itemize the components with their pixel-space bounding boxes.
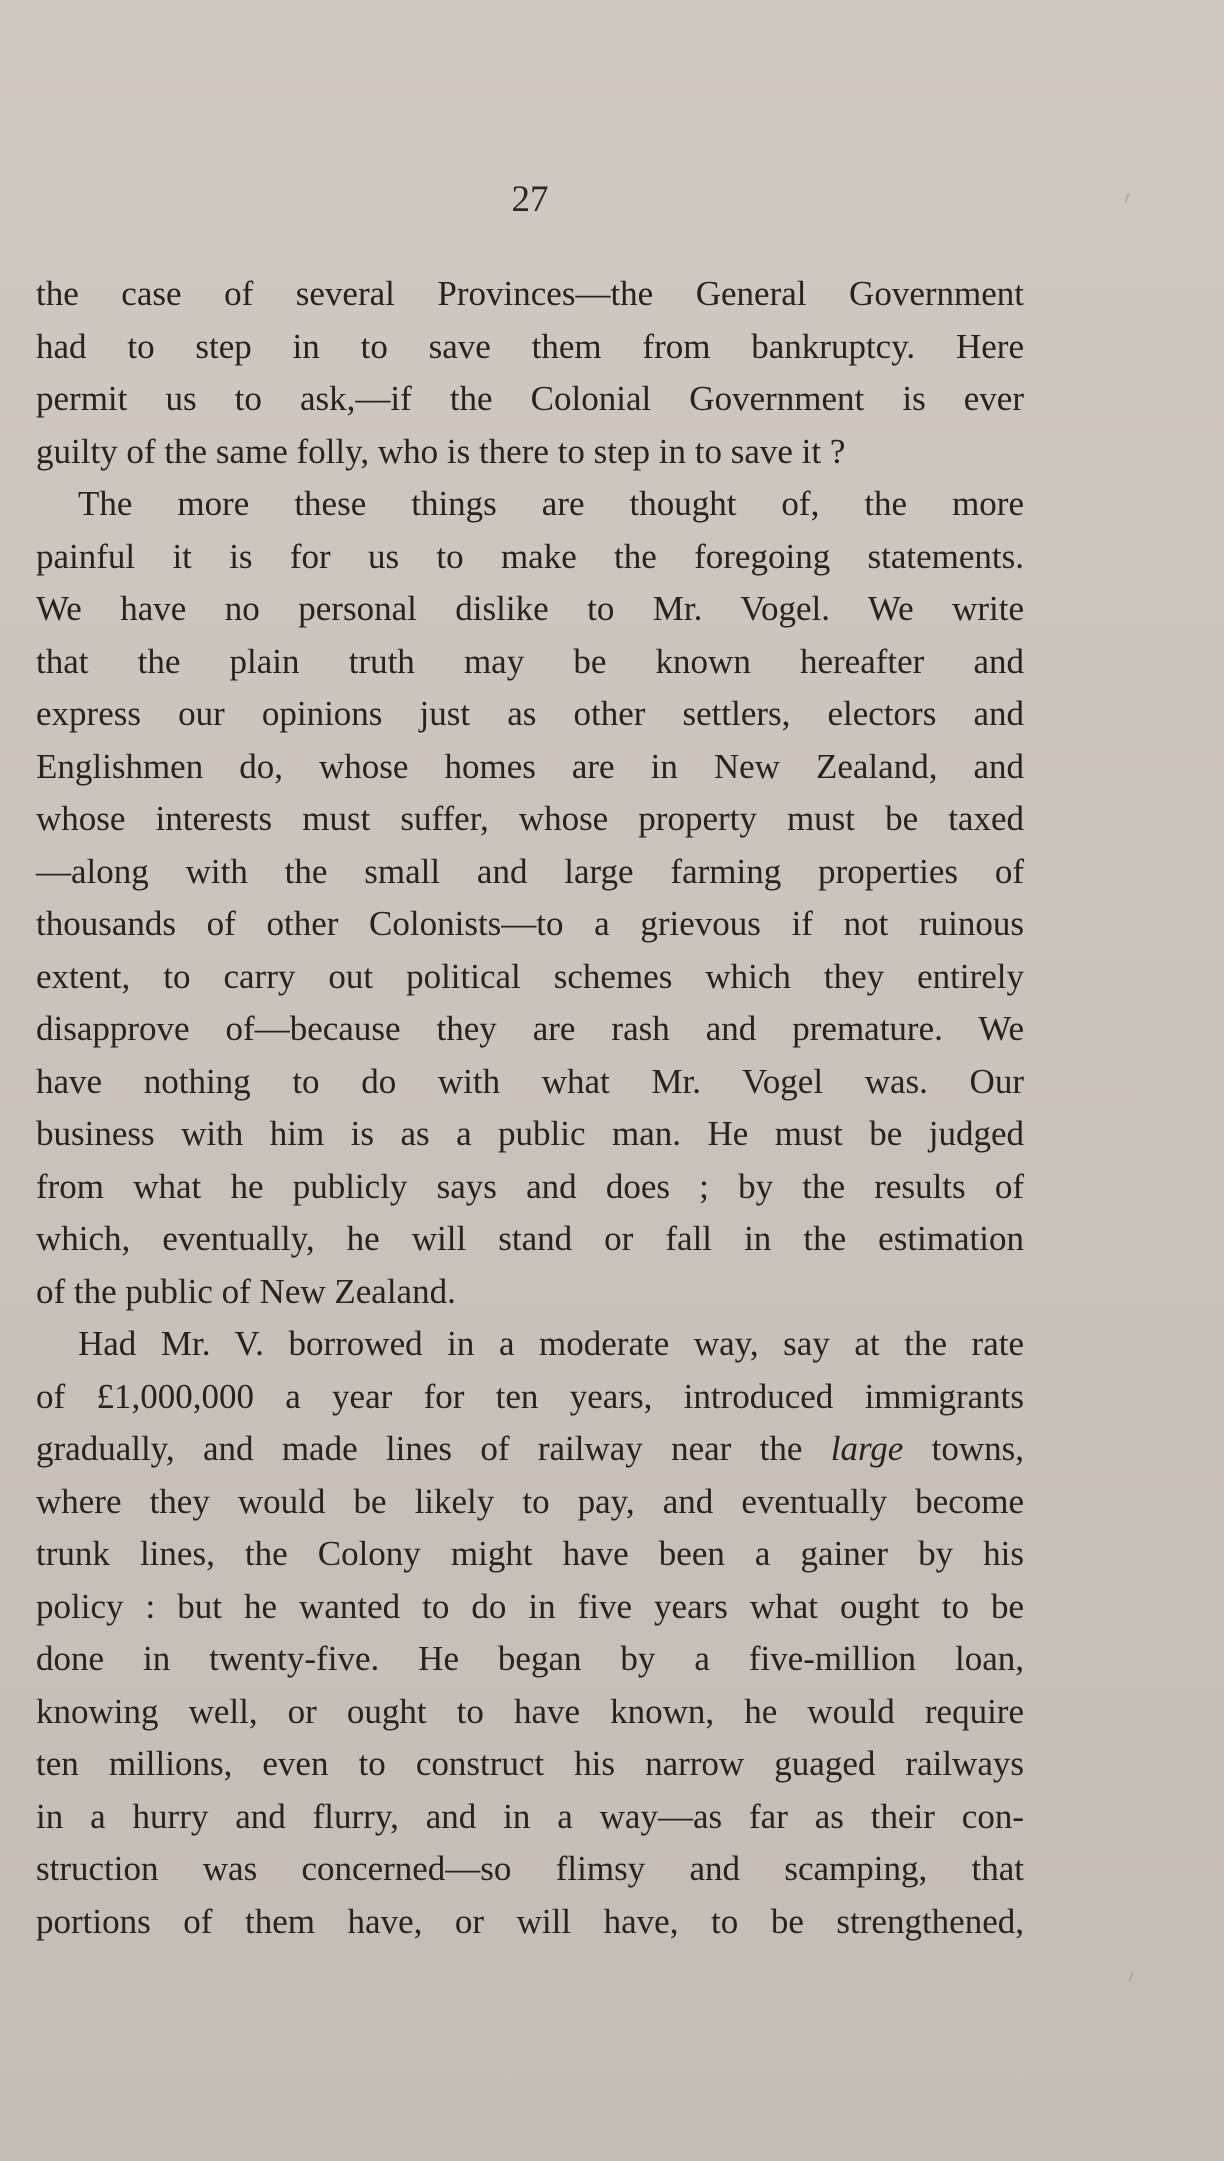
text-line: Had Mr. V. borrowed in a moderate way, say at the rate	[78, 1324, 1024, 1363]
text-line: express our opinions just as other settlers, electors and	[36, 694, 1024, 733]
text-line: ten millions, even to construct his narrow guaged railways	[36, 1744, 1024, 1783]
italic-word: large	[830, 1429, 904, 1468]
text-line: permit us to ask,—if the Colonial Government is ever	[36, 379, 1024, 418]
text-line: of the public of New Zealand.	[36, 1271, 456, 1311]
text-line: guilty of the same folly, who is there to step in to save it ?	[36, 431, 846, 471]
text-line: of £1,000,000 a year for ten years, introduced immigrants	[36, 1376, 1024, 1416]
text-line: whose interests must suffer, whose property must be taxed	[36, 799, 1024, 838]
text-line: business with him is as a public man. He must be judged	[36, 1114, 1024, 1153]
text-line: gradually, and made lines of railway near the large towns,	[36, 1429, 1025, 1468]
text-line: —along with the small and large farming properties of	[36, 851, 1024, 891]
text-line: the case of several Provinces—the General Government	[36, 274, 1024, 313]
text-line: had to step in to save them from bankruptcy. Here	[36, 326, 1024, 366]
text-line: where they would be likely to pay, and eventually become	[36, 1481, 1024, 1521]
text-line: portions of them have, or will have, to be strengthened,	[36, 1901, 1024, 1941]
text-line: painful it is for us to make the foregoing statements.	[36, 536, 1024, 576]
paper-speck	[1129, 1972, 1134, 1982]
text-line: trunk lines, the Colony might have been a gainer by his	[36, 1534, 1024, 1573]
paper-speck	[1125, 193, 1130, 203]
text-line: The more these things are thought of, the more	[78, 484, 1024, 523]
text-line: extent, to carry out political schemes which they entirely	[36, 956, 1024, 996]
text-line: done in twenty-five. He began by a five-million loan,	[36, 1639, 1024, 1678]
body-text	[36, 268, 1024, 1948]
text-line: thousands of other Colonists—to a grievous if not ruinous	[36, 904, 1024, 943]
text-line: that the plain truth may be known hereafter and	[36, 641, 1024, 681]
text-line: disapprove of—because they are rash and premature. We	[36, 1009, 1024, 1048]
page-number: 27	[511, 179, 549, 220]
text-line: We have no personal dislike to Mr. Vogel. We write	[36, 589, 1024, 628]
text-line: from what he publicly says and does ; by the results of	[36, 1166, 1024, 1206]
text-line: knowing well, or ought to have known, he would require	[36, 1691, 1024, 1731]
text-line: have nothing to do with what Mr. Vogel was. Our	[36, 1061, 1024, 1101]
text-line: which, eventually, he will stand or fall in the estimation	[36, 1219, 1024, 1258]
text-line: Englishmen do, whose homes are in New Zealand, and	[36, 746, 1024, 786]
text-line: struction was concerned—so flimsy and scamping, that	[36, 1849, 1024, 1888]
text-line: in a hurry and flurry, and in a way—as far as their con-	[36, 1796, 1024, 1836]
text-line: policy : but he wanted to do in five years what ought to be	[36, 1586, 1024, 1626]
